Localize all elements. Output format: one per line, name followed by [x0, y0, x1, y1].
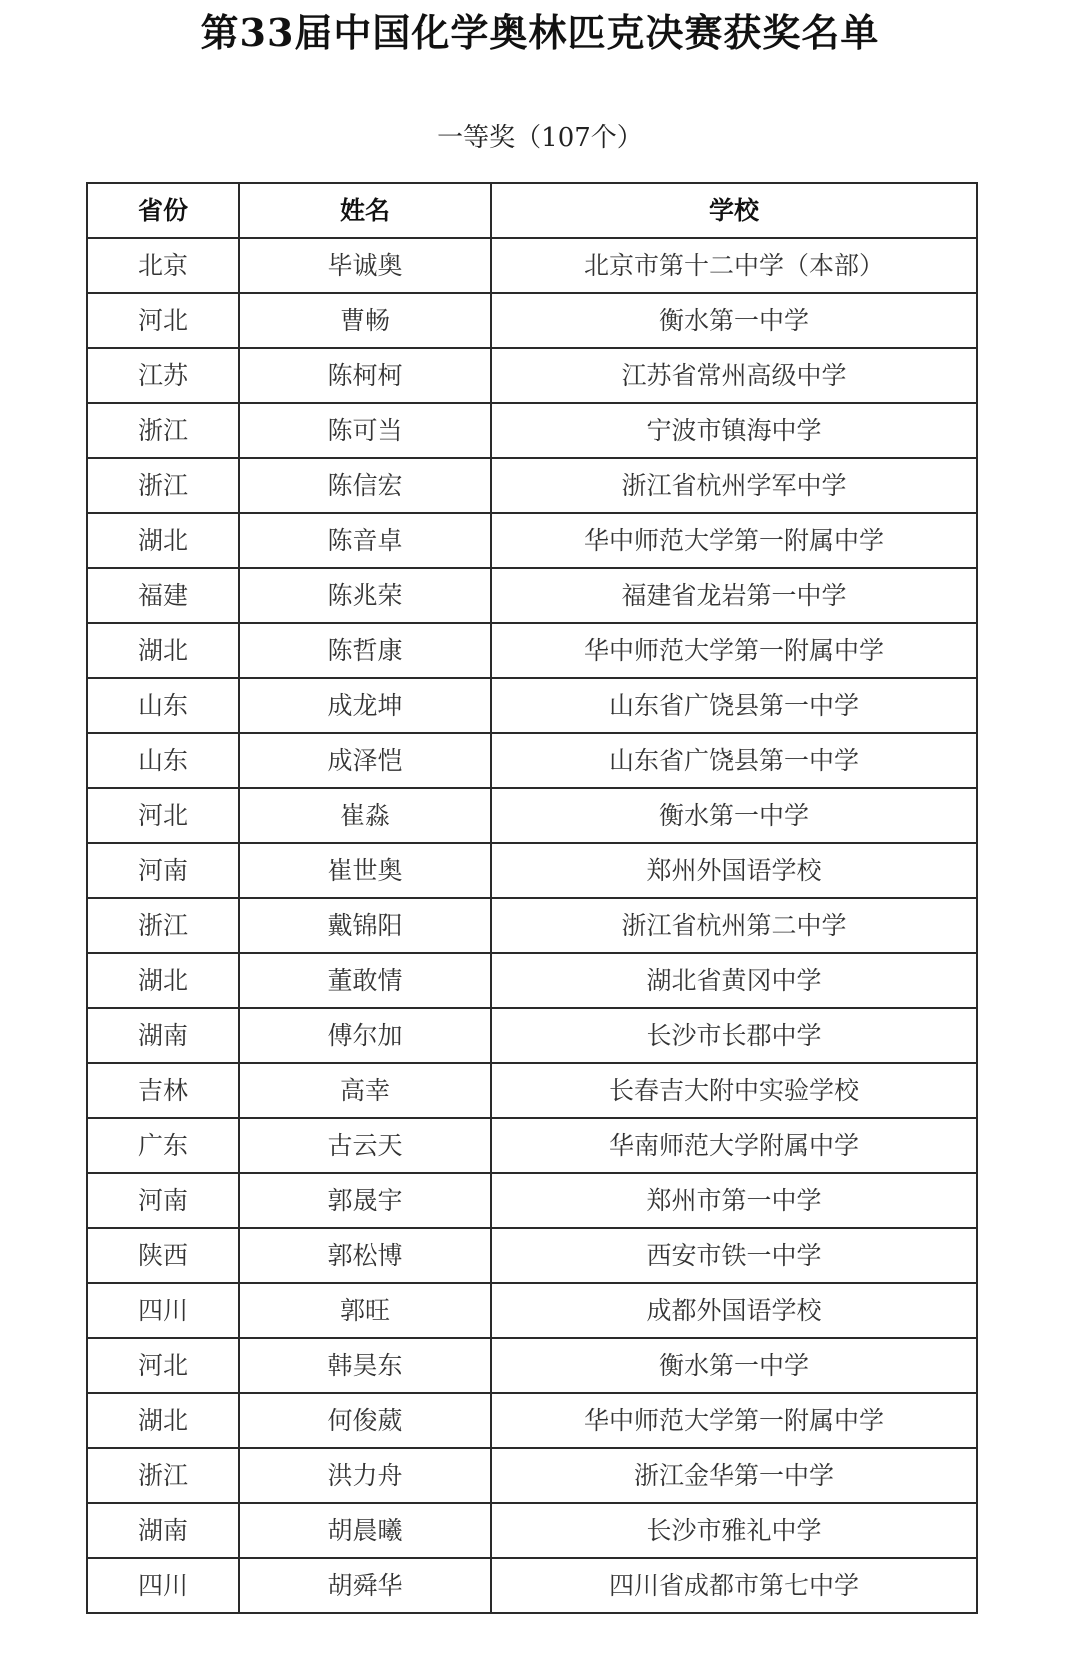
name-cell: 毕诚奥	[239, 238, 491, 293]
table-row	[87, 1228, 977, 1283]
school-cell: 浙江省杭州第二中学	[491, 898, 977, 953]
table-row	[87, 1558, 977, 1613]
name-cell: 陈可当	[239, 403, 491, 458]
name-cell: 郭松博	[239, 1228, 491, 1283]
name-cell: 胡晨曦	[239, 1503, 491, 1558]
table-row	[87, 953, 977, 1008]
award-table	[86, 182, 978, 1614]
name-cell: 董敢情	[239, 953, 491, 1008]
table-row	[87, 1338, 977, 1393]
name-cell: 戴锦阳	[239, 898, 491, 953]
name-cell: 陈音卓	[239, 513, 491, 568]
province-cell: 河北	[87, 788, 239, 843]
table-row	[87, 678, 977, 733]
school-cell: 浙江金华第一中学	[491, 1448, 977, 1503]
school-cell: 浙江省杭州学军中学	[491, 458, 977, 513]
province-cell: 四川	[87, 1283, 239, 1338]
table-row	[87, 513, 977, 568]
school-cell: 四川省成都市第七中学	[491, 1558, 977, 1613]
table-row	[87, 403, 977, 458]
province-cell: 河南	[87, 1173, 239, 1228]
name-cell: 何俊葳	[239, 1393, 491, 1448]
name-cell: 陈哲康	[239, 623, 491, 678]
name-cell: 郭旺	[239, 1283, 491, 1338]
table-row	[87, 733, 977, 788]
table-row	[87, 1008, 977, 1063]
school-cell: 宁波市镇海中学	[491, 403, 977, 458]
header-name: 姓名	[239, 183, 491, 238]
school-cell: 成都外国语学校	[491, 1283, 977, 1338]
name-cell: 胡舜华	[239, 1558, 491, 1613]
school-cell: 长沙市雅礼中学	[491, 1503, 977, 1558]
school-cell: 北京市第十二中学（本部）	[491, 238, 977, 293]
table-row	[87, 1393, 977, 1448]
name-cell: 陈柯柯	[239, 348, 491, 403]
table-row	[87, 898, 977, 953]
name-cell: 崔世奥	[239, 843, 491, 898]
province-cell: 山东	[87, 733, 239, 788]
province-cell: 山东	[87, 678, 239, 733]
school-cell: 长春吉大附中实验学校	[491, 1063, 977, 1118]
province-cell: 湖北	[87, 623, 239, 678]
header-school: 学校	[491, 183, 977, 238]
school-cell: 湖北省黄冈中学	[491, 953, 977, 1008]
name-cell: 成龙坤	[239, 678, 491, 733]
province-cell: 湖北	[87, 513, 239, 568]
school-cell: 华中师范大学第一附属中学	[491, 1393, 977, 1448]
table-row	[87, 238, 977, 293]
table-row	[87, 568, 977, 623]
table-row	[87, 1448, 977, 1503]
name-cell: 傅尔加	[239, 1008, 491, 1063]
school-cell: 山东省广饶县第一中学	[491, 678, 977, 733]
table-body	[87, 238, 977, 1613]
name-cell: 陈信宏	[239, 458, 491, 513]
province-cell: 湖北	[87, 953, 239, 1008]
document-title: 第33届中国化学奥林匹克决赛获奖名单	[200, 10, 880, 55]
province-cell: 吉林	[87, 1063, 239, 1118]
school-cell: 福建省龙岩第一中学	[491, 568, 977, 623]
province-cell: 河北	[87, 293, 239, 348]
province-cell: 陕西	[87, 1228, 239, 1283]
province-cell: 福建	[87, 568, 239, 623]
table-row	[87, 843, 977, 898]
table-header-row	[87, 183, 977, 238]
province-cell: 浙江	[87, 898, 239, 953]
school-cell: 江苏省常州高级中学	[491, 348, 977, 403]
province-cell: 浙江	[87, 403, 239, 458]
province-cell: 湖北	[87, 1393, 239, 1448]
school-cell: 华南师范大学附属中学	[491, 1118, 977, 1173]
province-cell: 广东	[87, 1118, 239, 1173]
school-cell: 衡水第一中学	[491, 1338, 977, 1393]
table-row	[87, 1503, 977, 1558]
province-cell: 四川	[87, 1558, 239, 1613]
name-cell: 成泽恺	[239, 733, 491, 788]
name-cell: 陈兆荣	[239, 568, 491, 623]
school-cell: 西安市铁一中学	[491, 1228, 977, 1283]
name-cell: 崔淼	[239, 788, 491, 843]
school-cell: 衡水第一中学	[491, 293, 977, 348]
table-row	[87, 623, 977, 678]
header-province: 省份	[87, 183, 239, 238]
section-title: 一等奖（107个）	[437, 123, 643, 153]
province-cell: 河南	[87, 843, 239, 898]
table-row	[87, 1118, 977, 1173]
province-cell: 湖南	[87, 1503, 239, 1558]
province-cell: 江苏	[87, 348, 239, 403]
school-cell: 衡水第一中学	[491, 788, 977, 843]
table-row	[87, 1283, 977, 1338]
table-row	[87, 1173, 977, 1228]
school-cell: 华中师范大学第一附属中学	[491, 513, 977, 568]
province-cell: 北京	[87, 238, 239, 293]
school-cell: 山东省广饶县第一中学	[491, 733, 977, 788]
table-row	[87, 788, 977, 843]
province-cell: 浙江	[87, 1448, 239, 1503]
table-row	[87, 348, 977, 403]
province-cell: 河北	[87, 1338, 239, 1393]
school-cell: 郑州市第一中学	[491, 1173, 977, 1228]
table-row	[87, 293, 977, 348]
province-cell: 浙江	[87, 458, 239, 513]
name-cell: 洪力舟	[239, 1448, 491, 1503]
name-cell: 古云天	[239, 1118, 491, 1173]
table-row	[87, 1063, 977, 1118]
name-cell: 曹畅	[239, 293, 491, 348]
school-cell: 华中师范大学第一附属中学	[491, 623, 977, 678]
province-cell: 湖南	[87, 1008, 239, 1063]
school-cell: 长沙市长郡中学	[491, 1008, 977, 1063]
school-cell: 郑州外国语学校	[491, 843, 977, 898]
name-cell: 郭晟宇	[239, 1173, 491, 1228]
table-row	[87, 458, 977, 513]
name-cell: 韩昊东	[239, 1338, 491, 1393]
name-cell: 高幸	[239, 1063, 491, 1118]
